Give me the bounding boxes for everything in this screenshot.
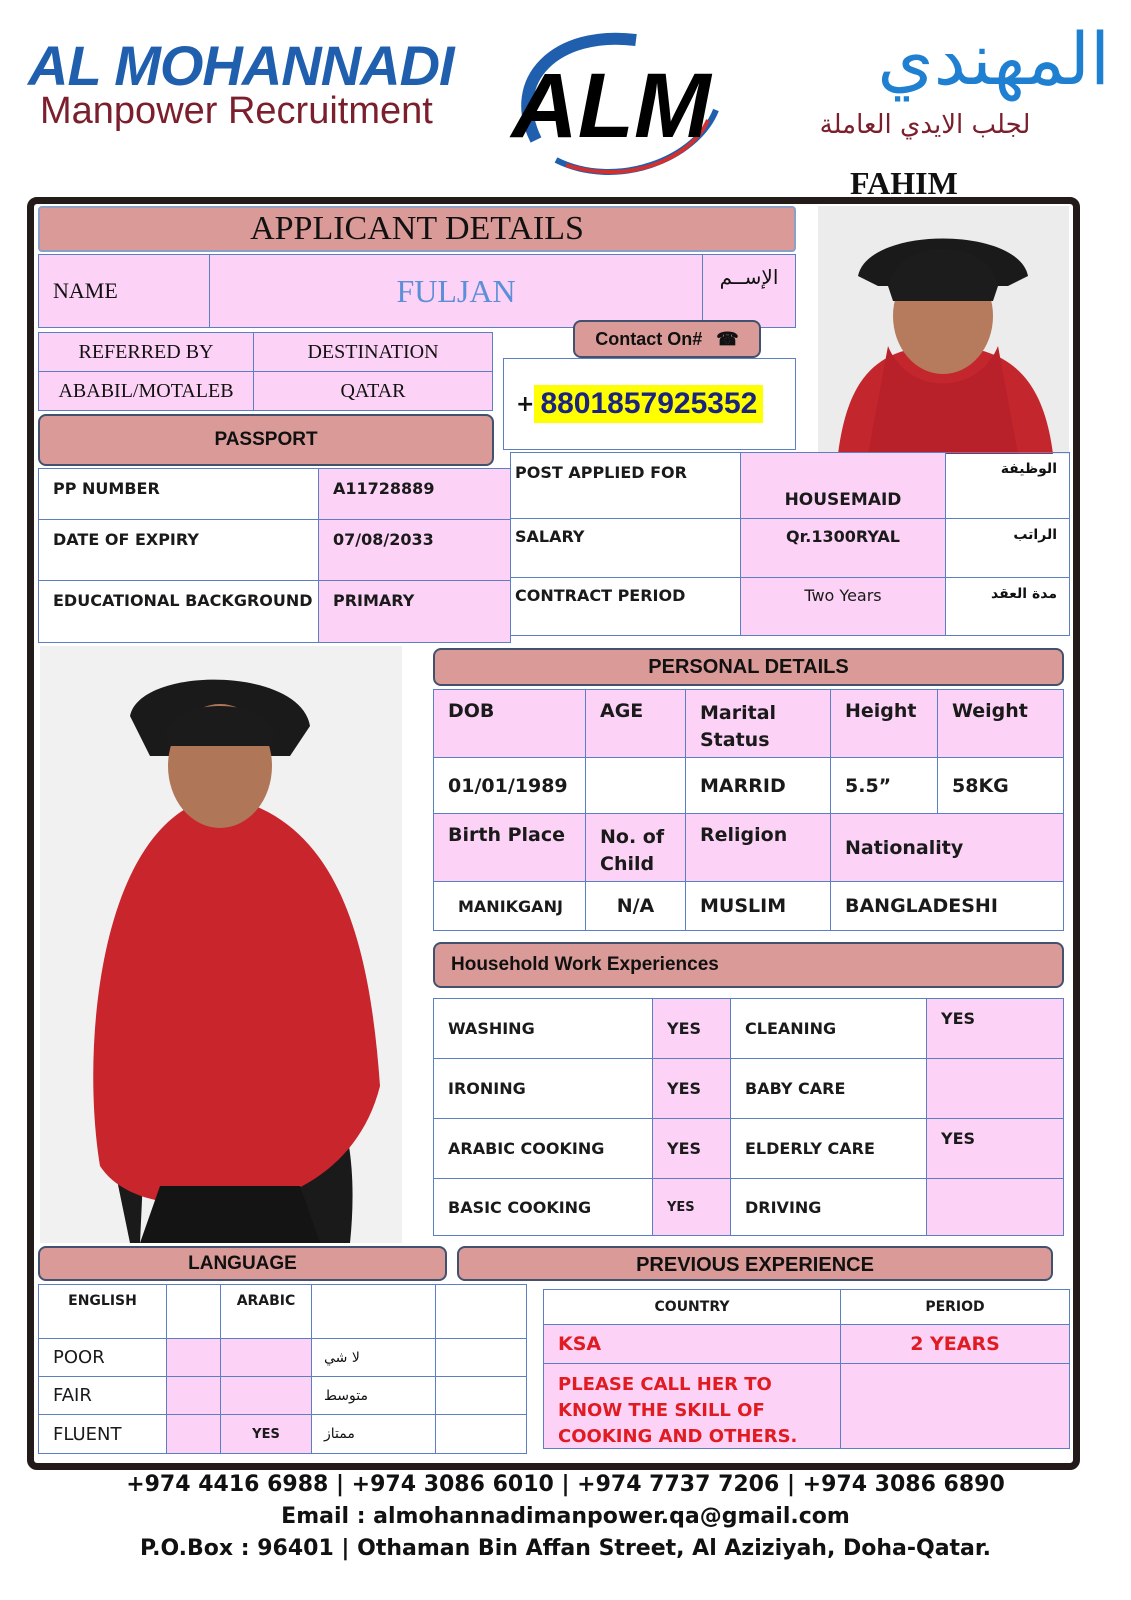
skill-ironing-value: YES — [652, 1058, 731, 1119]
post-applied-label: POST APPLIED FOR — [510, 452, 741, 519]
dob-header: DOB — [433, 689, 586, 758]
language-level-ar-header — [311, 1284, 436, 1339]
nationality-header: Nationality — [830, 813, 1064, 882]
nationality-value: BANGLADESHI — [830, 881, 1064, 931]
post-applied-label-ar: الوظيفة — [945, 452, 1070, 519]
skill-washing: WASHING — [433, 998, 653, 1059]
skill-elderly-care: ELDERLY CARE — [730, 1118, 927, 1179]
previous-note: PLEASE CALL HER TO KNOW THE SKILL OF COOKING AND OTHERS. — [543, 1363, 841, 1449]
language-fair-ar: متوسط — [311, 1376, 436, 1415]
birth-place-value: MANIKGANJ — [433, 881, 586, 931]
contact-number-value: 8801857925352 — [534, 385, 763, 423]
marital-status-value: MARRID — [685, 757, 831, 814]
skill-basic-cooking-value: YES — [652, 1178, 731, 1236]
education-label: EDUCATIONAL BACKGROUND — [38, 580, 319, 643]
height-value: 5.5” — [830, 757, 938, 814]
skill-driving-value — [926, 1178, 1064, 1236]
recruiter-name: FAHIM — [850, 165, 958, 201]
skill-driving: DRIVING — [730, 1178, 927, 1236]
no-of-child-header: No. of Child — [585, 813, 686, 882]
skill-basic-cooking: BASIC COOKING — [433, 1178, 653, 1236]
age-value — [585, 757, 686, 814]
language-blank-header — [166, 1284, 221, 1339]
post-applied-value: HOUSEMAID — [740, 452, 946, 519]
contract-period-label-ar: مدة العقد — [945, 577, 1070, 636]
religion-header: Religion — [685, 813, 831, 882]
brand-subtitle-en: Manpower Recruitment — [40, 90, 433, 132]
language-english-header: ENGLISH — [38, 1284, 167, 1339]
footer-phones: +974 4416 6988 | +974 3086 6010 | +974 7737 7206 | +974 3086 6890 — [126, 1472, 1005, 1497]
applicant-portrait-photo — [818, 206, 1069, 454]
logo-text: ALM — [511, 55, 711, 157]
company-logo — [496, 20, 726, 180]
no-of-child-value: N/A — [585, 881, 686, 931]
language-fluent-arabic: YES — [220, 1414, 312, 1454]
phone-icon: ☎ — [716, 328, 739, 349]
name-label-ar: الإســم — [702, 254, 796, 328]
skill-baby-care-value — [926, 1058, 1064, 1119]
previous-period-value: 2 YEARS — [840, 1324, 1070, 1364]
skill-arabic-cooking-value: YES — [652, 1118, 731, 1179]
skill-ironing: IRONING — [433, 1058, 653, 1119]
language-fluent-extra — [435, 1414, 527, 1454]
previous-country-value: KSA — [543, 1324, 841, 1364]
brand-name-ar: المهندي — [877, 17, 1110, 101]
language-title: LANGUAGE — [38, 1246, 447, 1281]
contact-label-text: Contact On# — [595, 328, 703, 349]
applicant-full-photo — [40, 646, 402, 1243]
household-title: Household Work Experiences — [433, 942, 1064, 988]
age-header: AGE — [585, 689, 686, 758]
language-fair-label: FAIR — [38, 1376, 167, 1415]
contract-period-label: CONTRACT PERIOD — [510, 577, 741, 636]
marital-status-header: Marital Status — [685, 689, 831, 758]
language-poor-label: POOR — [38, 1338, 167, 1377]
date-of-expiry-value: 07/08/2033 — [318, 519, 511, 581]
previous-period-header: PERIOD — [840, 1289, 1070, 1325]
language-poor-ar: لا شي — [311, 1338, 436, 1377]
footer-email: Email : almohannadimanpower.qa@gmail.com — [281, 1504, 850, 1529]
skill-washing-value: YES — [652, 998, 731, 1059]
name-value: FULJAN — [209, 254, 703, 328]
language-fair-arabic — [220, 1376, 312, 1415]
language-fair-english — [166, 1376, 221, 1415]
skill-cleaning: CLEANING — [730, 998, 927, 1059]
birth-place-header: Birth Place — [433, 813, 586, 882]
previous-experience-title: PREVIOUS EXPERIENCE — [457, 1246, 1053, 1281]
contract-period-value: Two Years — [740, 577, 946, 636]
referred-by-label: REFERRED BY — [38, 332, 254, 372]
pp-number-value: A11728889 — [318, 468, 511, 520]
religion-value: MUSLIM — [685, 881, 831, 931]
skill-cleaning-value: YES — [926, 998, 1064, 1059]
contact-prefix: + — [516, 391, 535, 417]
passport-title: PASSPORT — [38, 414, 494, 466]
language-fluent-english — [166, 1414, 221, 1454]
salary-label: SALARY — [510, 518, 741, 578]
skill-arabic-cooking: ARABIC COOKING — [433, 1118, 653, 1179]
language-poor-english — [166, 1338, 221, 1377]
name-label: NAME — [38, 254, 210, 328]
skill-baby-care: BABY CARE — [730, 1058, 927, 1119]
language-poor-arabic — [220, 1338, 312, 1377]
previous-note-blank — [840, 1363, 1070, 1449]
skill-elderly-care-value: YES — [926, 1118, 1064, 1179]
salary-label-ar: الراتب — [945, 518, 1070, 578]
pp-number-label: PP NUMBER — [38, 468, 319, 520]
previous-country-header: COUNTRY — [543, 1289, 841, 1325]
contact-number — [503, 358, 796, 450]
destination-label: DESTINATION — [253, 332, 493, 372]
education-value: PRIMARY — [318, 580, 511, 643]
weight-value: 58KG — [937, 757, 1064, 814]
height-header: Height — [830, 689, 938, 758]
language-fair-extra — [435, 1376, 527, 1415]
date-of-expiry-label: DATE OF EXPIRY — [38, 519, 319, 581]
weight-header: Weight — [937, 689, 1064, 758]
language-fluent-ar: ممتاز — [311, 1414, 436, 1454]
contact-on-label — [573, 320, 761, 358]
brand-name-en: AL MOHANNADI — [28, 34, 454, 97]
language-arabic-header: ARABIC — [220, 1284, 312, 1339]
brand-subtitle-ar: لجلب الايدي العاملة — [819, 110, 1031, 140]
language-poor-extra — [435, 1338, 527, 1377]
applicant-details-title: APPLICANT DETAILS — [38, 206, 796, 252]
personal-details-title: PERSONAL DETAILS — [433, 648, 1064, 686]
language-fluent-label: FLUENT — [38, 1414, 167, 1454]
dob-value: 01/01/1989 — [433, 757, 586, 814]
salary-value: Qr.1300RYAL — [740, 518, 946, 578]
destination-value: QATAR — [253, 371, 493, 411]
language-extra-header — [435, 1284, 527, 1339]
referred-by-value: ABABIL/MOTALEB — [38, 371, 254, 411]
footer-address: P.O.Box : 96401 | Othaman Bin Affan Street, Al Aziziyah, Doha-Qatar. — [140, 1536, 991, 1561]
